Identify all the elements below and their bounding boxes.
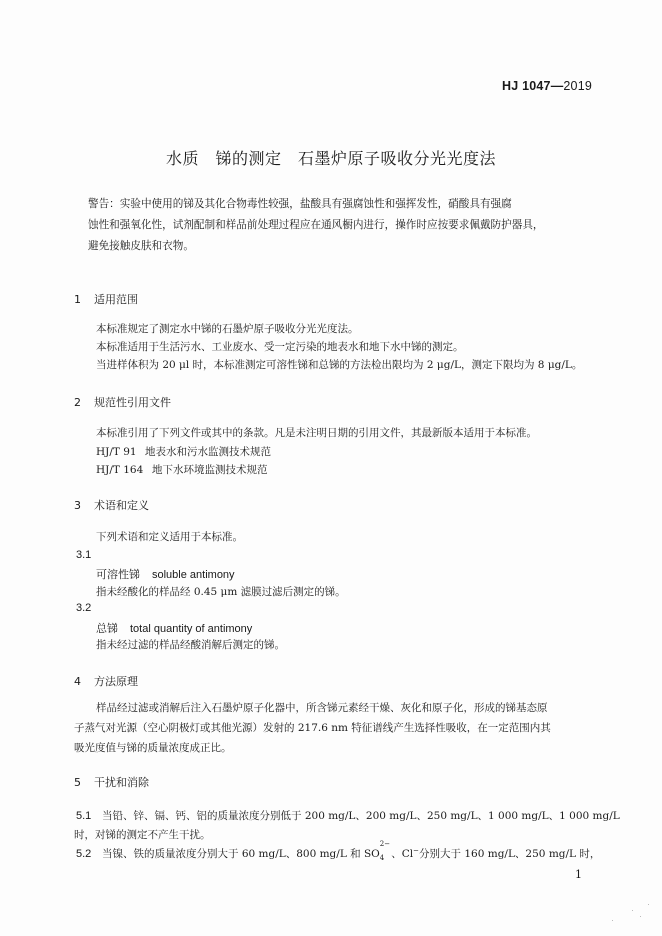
clause-text-a: 当镍、铁的质量浓度分别大于 60 mg/L、800 mg/L 和 SO — [102, 848, 380, 860]
section-title: 适用范围 — [94, 293, 138, 306]
s4-line-2: 子蒸气对光源（空心阴极灯或其他光源）发射的 217.6 nm 特征谱线产生选择性吸收，在一定范围内其 — [74, 722, 551, 734]
standard-code-header — [502, 79, 592, 93]
s5-1-line-2: 时，对锑的测定不产生干扰。 — [74, 829, 211, 841]
section-title: 干扰和消除 — [94, 776, 149, 789]
section-1-heading — [74, 291, 138, 307]
section-4-heading — [74, 673, 138, 689]
section-title: 方法原理 — [94, 675, 138, 688]
s1-line-1: 本标准规定了测定水中锑的石墨炉原子吸收分光光度法。 — [96, 323, 359, 335]
s1-line-2: 本标准适用于生活污水、工业废水、受一定污染的地表水和地下水中锑的测定。 — [96, 341, 464, 353]
term-zh: 可溶性锑 — [96, 568, 140, 581]
section-number: 3 — [74, 499, 81, 512]
ref-name: 地表水和污水监测技术规范 — [145, 446, 271, 458]
s2-ref-1 — [96, 444, 271, 459]
standard-year: 2019 — [563, 79, 592, 93]
section-5-heading — [74, 774, 149, 790]
warning-line-3: 避免接触皮肤和衣物。 — [88, 240, 194, 252]
s4-line-3: 吸光度值与锑的质量浓度成正比。 — [74, 742, 232, 754]
page-number: 1 — [575, 868, 582, 881]
s5-1-line-1 — [76, 808, 620, 823]
clause-text-c: 分别大于 160 mg/L、250 mg/L 时， — [419, 848, 601, 860]
term-3-2-number: 3.2 — [76, 602, 92, 614]
section-number: 4 — [74, 675, 81, 688]
term-3-1-definition: 指未经酸化的样品经 0.45 μm 滤膜过滤后测定的锑。 — [96, 586, 346, 598]
term-3-1 — [96, 566, 235, 582]
chloride-superscript: − — [413, 846, 420, 855]
section-3-heading — [74, 497, 149, 513]
s5-2-line-1 — [76, 840, 601, 863]
s4-line-1: 样品经过滤或消解后注入石墨炉原子化器中，所含锑元素经干燥、灰化和原子化，形成的锑基态原 — [96, 702, 548, 714]
s1-line-3: 当进样体积为 20 μl 时，本标准测定可溶性锑和总锑的方法检出限均为 2 μg/L，测定下限均为 8 μg/L。 — [96, 359, 583, 371]
clause-text-b: 、Cl — [391, 848, 414, 860]
term-3-2-definition: 指未经过滤的样品经酸消解后测定的锑。 — [96, 639, 285, 651]
clause-number: 5.1 — [76, 810, 92, 822]
section-number: 5 — [74, 776, 81, 789]
section-title: 规范性引用文件 — [94, 396, 171, 409]
section-number: 1 — [74, 293, 81, 306]
ref-code: HJ/T 164 — [96, 464, 144, 476]
sulfate-superscript: 2− — [379, 840, 391, 848]
clause-number: 5.2 — [76, 848, 92, 860]
term-3-2 — [96, 620, 252, 636]
warning-line-2: 蚀性和强氧化性，试剂配制和样品前处理过程应在通风橱内进行，操作时应按要求佩戴防护器具， — [88, 219, 544, 231]
standard-code: HJ 1047 — [502, 79, 551, 93]
s2-intro: 本标准引用了下列文件或其中的条款。凡是未注明日期的引用文件，其最新版本适用于本标准。 — [96, 427, 537, 439]
ref-name: 地下水环境监测技术规范 — [152, 464, 268, 476]
sulfate-subscript: 4 — [379, 854, 385, 863]
term-en: soluble antimony — [152, 569, 235, 581]
warning-line-1: 警告：实验中使用的锑及其化合物毒性较强，盐酸具有强腐蚀性和强挥发性，硝酸具有强腐 — [88, 198, 512, 210]
ref-code: HJ/T 91 — [96, 446, 137, 458]
s3-intro: 下列术语和定义适用于本标准。 — [96, 531, 243, 543]
section-title: 术语和定义 — [94, 499, 149, 512]
term-en: total quantity of antimony — [130, 623, 253, 635]
section-number: 2 — [74, 396, 81, 409]
term-zh: 总锑 — [96, 622, 118, 635]
document-title: 水质 锑的测定 石墨炉原子吸收分光光度法 — [165, 149, 496, 168]
header-dash: — — [550, 79, 564, 93]
section-2-heading — [74, 394, 171, 410]
s2-ref-2 — [96, 462, 268, 477]
term-3-1-number: 3.1 — [76, 549, 92, 561]
clause-text: 当铅、锌、镉、钙、铝的质量浓度分别低于 200 mg/L、200 mg/L、250 mg/L、1 000 mg/L、1 000 mg/L — [102, 810, 620, 822]
